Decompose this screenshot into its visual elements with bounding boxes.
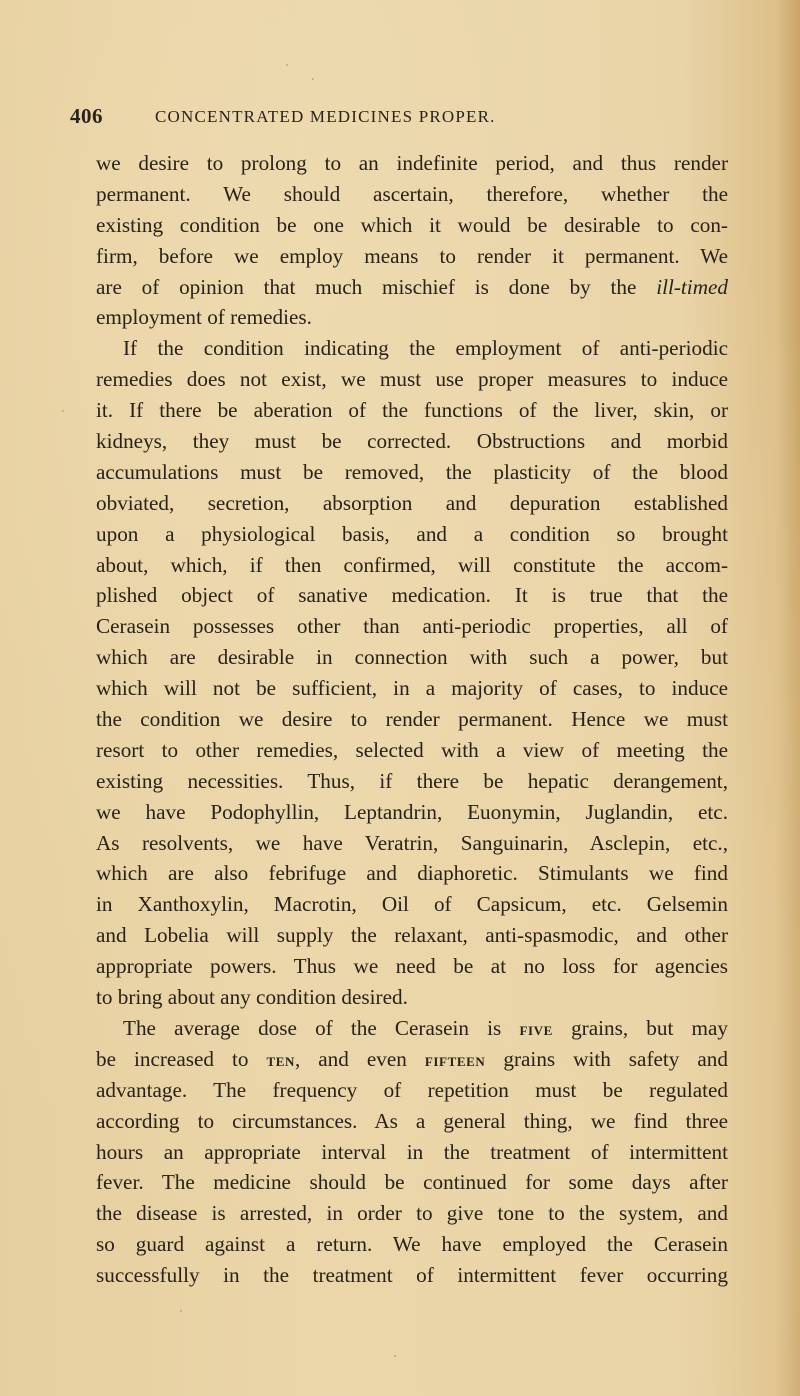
text-line: resort to other remedies, selected with a view of meeting the <box>96 737 728 762</box>
paragraph-3 <box>96 1013 728 1291</box>
paper-speck <box>286 64 288 66</box>
text-line: the disease is arrested, in order to give tone to the system, and <box>96 1201 728 1226</box>
paper-speck <box>62 410 64 412</box>
text-line: about, which, if then confirmed, will constitute the accom- <box>96 552 728 577</box>
text-line: employment of remedies. <box>96 305 312 330</box>
text-line: upon a physiological basis, and a condition so brought <box>96 521 728 546</box>
text-line: which are also febrifuge and diaphoretic. Stimulants we find <box>96 861 728 886</box>
text-segment: grains with safety and <box>485 1046 728 1071</box>
text-line: plished object of sanative medication. It is true that the <box>96 583 728 608</box>
text-segment: grains, but may <box>552 1015 728 1040</box>
text-line: hours an appropriate interval in the treatment of intermittent <box>96 1139 728 1164</box>
text-line: kidneys, they must be corrected. Obstructions and morbid <box>96 429 728 454</box>
text-line: and Lobelia will supply the relaxant, anti-spasmodic, and other <box>96 923 728 948</box>
paper-speck <box>540 1242 542 1244</box>
text-line: Cerasein possesses other than anti-periodic properties, all of <box>96 614 728 639</box>
dose-ten: ten <box>266 1049 295 1071</box>
text-line: appropriate powers. Thus we need be at no loss for agencies <box>96 954 728 979</box>
text-line: As resolvents, we have Veratrin, Sanguinarin, Asclepin, etc., <box>96 830 728 855</box>
text-line: existing condition be one which it would be desirable to con- <box>96 212 728 237</box>
text-segment: are of opinion that much mischief is done by the <box>96 274 637 299</box>
text-line: in Xanthoxylin, Macrotin, Oil of Capsicum, etc. Gelsemin <box>96 892 728 917</box>
text-line: it. If there be aberation of the functions of the liver, skin, or <box>96 398 728 423</box>
text-line: fever. The medicine should be continued for some days after <box>96 1170 728 1195</box>
text-line: obviated, secretion, absorption and depuration established <box>96 490 728 515</box>
text-line: the condition we desire to render permanent. Hence we must <box>96 707 728 732</box>
text-line <box>96 1044 728 1075</box>
text-line: permanent. We should ascertain, therefore, whether the <box>96 181 728 206</box>
text-line: according to circumstances. As a general thing, we find three <box>96 1108 728 1133</box>
dose-fifteen: fifteen <box>424 1049 486 1071</box>
text-line: we have Podophyllin, Leptandrin, Euonymin, Juglandin, etc. <box>96 799 728 824</box>
text-line: which are desirable in connection with such a power, but <box>96 645 728 670</box>
running-title: CONCENTRATED MEDICINES PROPER. <box>155 107 496 126</box>
text-segment: be increased to <box>96 1046 267 1071</box>
dose-five: five <box>519 1018 553 1040</box>
text-line: If the condition indicating the employment of anti-periodic <box>123 336 728 361</box>
text-line: so guard against a return. We have employed the Cerasein <box>96 1232 728 1257</box>
paragraph-1 <box>96 148 728 333</box>
text-line: we desire to prolong to an indefinite period, and thus render <box>96 151 728 175</box>
text-line: firm, before we employ means to render it permanent. We <box>96 243 728 268</box>
italic-emphasis: ill-timed <box>656 274 728 299</box>
page-number: 406 <box>70 104 103 128</box>
text-segment: , and even <box>294 1046 425 1071</box>
text-line <box>96 272 728 303</box>
paper-speck <box>394 1355 396 1357</box>
text-line: accumulations must be removed, the plasticity of the blood <box>96 459 728 484</box>
text-line: existing necessities. Thus, if there be hepatic derangement, <box>96 768 728 793</box>
paragraph-2 <box>96 333 728 1013</box>
text-segment: The average dose of the Cerasein is <box>123 1015 520 1040</box>
paper-speck <box>180 1310 182 1312</box>
text-line: to bring about any condition desired. <box>96 985 408 1010</box>
text-line <box>96 1013 728 1044</box>
running-head <box>70 104 770 134</box>
text-line: which will not be sufficient, in a majority of cases, to induce <box>96 676 728 701</box>
paper-speck <box>312 78 314 80</box>
text-line: advantage. The frequency of repetition must be regulated <box>96 1077 728 1102</box>
text-line: successfully in the treatment of intermittent fever occurring <box>96 1263 728 1288</box>
body-text <box>96 148 728 1291</box>
text-line: remedies does not exist, we must use proper measures to induce <box>96 367 728 392</box>
